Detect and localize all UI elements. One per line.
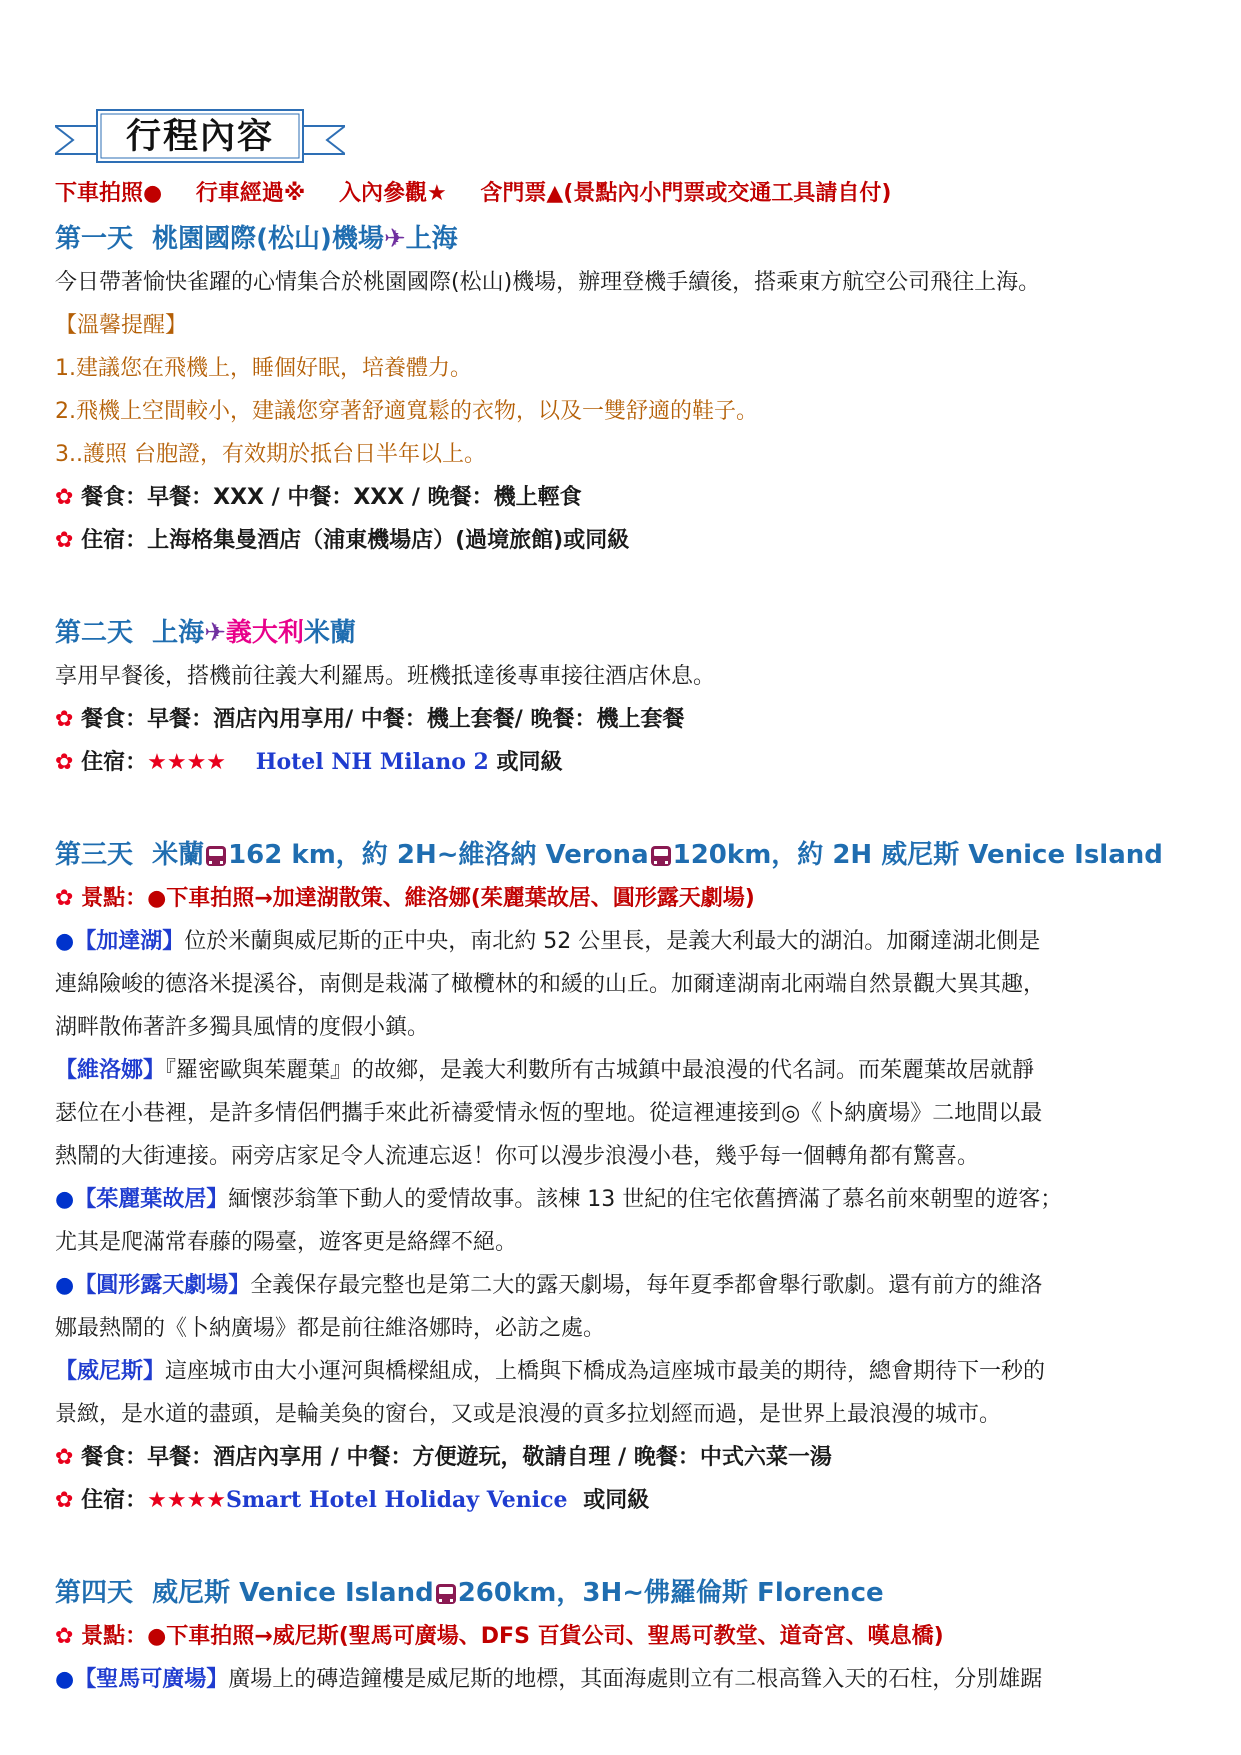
- venice-text-2: 景緻，是水道的盡頭，是輪美奐的窗台，又或是浪漫的貢多拉划經而過，是世界上最浪漫的城市。: [55, 1402, 1002, 1427]
- venice-text-1: 這座城市由大小運河與橋樑組成，上橋與下橋成為這座城市最美的期待，總會期待下一秒的: [165, 1359, 1046, 1384]
- verona-heading: 【維洛娜】: [55, 1058, 166, 1083]
- day3-label: 第三天: [55, 840, 134, 870]
- plane-icon: ✈: [383, 224, 406, 254]
- day3-hotel-name: Smart Hotel Holiday Venice: [226, 1487, 568, 1513]
- flower-icon: ✿: [55, 1488, 74, 1513]
- legend-item-photo: 下車拍照●: [55, 181, 163, 206]
- day4-sights-text: 景點：●下車拍照→威尼斯(聖馬可廣場、DFS 百貨公司、聖馬可教堂、道奇宮、嘆息橋): [81, 1624, 944, 1649]
- bullet-icon: ●: [55, 1187, 75, 1212]
- day3-para-juliet-line1: [55, 1178, 1185, 1221]
- day3-para-garda-line1: [55, 920, 1185, 963]
- verona-text-1: 『羅密歐與茱麗葉』的故鄉，是義大利數所有古城鎮中最浪漫的代名詞。而茱麗葉故居就靜: [165, 1058, 1035, 1083]
- day3-para-verona-line1: [55, 1049, 1185, 1092]
- day1-route-from: 桃園國際(松山)機場: [152, 224, 384, 254]
- plane-icon: ✈: [204, 618, 226, 648]
- bullet-icon: ●: [55, 1667, 75, 1692]
- day2-route-mid: 義大利: [225, 618, 304, 648]
- day2-label: 第二天: [55, 618, 134, 648]
- day3-lodging-suffix: 或同級: [583, 1488, 650, 1513]
- san-marco-text-1: 廣場上的磚造鐘樓是威尼斯的地標，其面海處則立有二根高聳入天的石柱，分別雄踞: [228, 1667, 1043, 1692]
- flower-icon: ✿: [55, 1445, 74, 1470]
- legend-item-ticket: 含門票▲(景點內小門票或交通工具請自付): [480, 181, 892, 206]
- garda-heading: 【加達湖】: [74, 929, 185, 954]
- day1-label: 第一天: [55, 224, 134, 254]
- day2-meal: [55, 698, 1185, 741]
- day2-lodging-suffix: 或同級: [496, 750, 563, 775]
- day2-desc: 享用早餐後，搭機前往義大利羅馬。班機抵達後專車接往酒店休息。: [55, 664, 716, 689]
- bus-icon: [436, 1584, 456, 1604]
- day3-lodging-prefix: 住宿：: [81, 1488, 148, 1513]
- day3-route-b: 162 km，約 2H~維洛納 Verona: [228, 840, 649, 870]
- day1-reminder-3: 3..護照 台胞證，有效期於抵台日半年以上。: [55, 442, 486, 467]
- legend-item-visit: 入內參觀★: [338, 181, 447, 206]
- day1-meal: [55, 476, 1185, 519]
- legend-item-pass: 行車經過※: [195, 181, 306, 206]
- arena-text-1: 全義保存最完整也是第二大的露天劇場，每年夏季都會舉行歌劇。還有前方的維洛: [250, 1273, 1043, 1298]
- star-rating: ★★★★: [147, 750, 227, 775]
- title-banner: [55, 104, 345, 170]
- bus-icon: [651, 846, 671, 866]
- juliet-heading: 【茱麗葉故居】: [74, 1187, 229, 1212]
- legend: [55, 176, 917, 207]
- day3-meal-text: 餐食：早餐：酒店內享用 / 中餐：方便遊玩，敬請自理 / 晚餐：中式六菜一湯: [81, 1445, 832, 1470]
- day4-sights: [55, 1615, 1185, 1658]
- day1-lodging: [55, 519, 1185, 562]
- flower-icon: ✿: [55, 485, 74, 510]
- day2-route-to: 米蘭: [303, 618, 356, 648]
- juliet-text-1: 緬懷莎翁筆下動人的愛情故事。該棟 13 世紀的住宅依舊擠滿了慕名前來朝聖的遊客；: [228, 1187, 1063, 1212]
- day3-route-a: 米蘭: [152, 840, 205, 870]
- flower-icon: ✿: [55, 1624, 74, 1649]
- venice-heading: 【威尼斯】: [55, 1359, 166, 1384]
- day1-reminder-2: 2.飛機上空間較小，建議您穿著舒適寬鬆的衣物，以及一雙舒適的鞋子。: [55, 399, 758, 424]
- garda-text-1: 位於米蘭與威尼斯的正中央，南北約 52 公里長，是義大利最大的湖泊。加爾達湖北側是: [184, 929, 1041, 954]
- bullet-icon: ●: [55, 929, 75, 954]
- day3-meal: [55, 1436, 1185, 1479]
- page-title: 行程內容: [125, 117, 274, 157]
- day4-para-line1: [55, 1658, 1185, 1701]
- day2-lodging-prefix: 住宿：: [81, 750, 148, 775]
- bullet-icon: ●: [55, 1273, 75, 1298]
- day1-reminder-1: 1.建議您在飛機上，睡個好眠，培養體力。: [55, 356, 472, 381]
- day3-sights-text: 景點：●下車拍照→加達湖散策、維洛娜(茱麗葉故居、圓形露天劇場): [81, 886, 755, 911]
- day2-lodging: [55, 741, 1185, 784]
- verona-text-2: 瑟位在小巷裡，是許多情侶們攜手來此祈禱愛情永恆的聖地。從這裡連接到◎《卜納廣場》二地間以最: [55, 1101, 1043, 1126]
- star-rating: ★★★★: [147, 1488, 227, 1513]
- day3-para-arena-line1: [55, 1264, 1185, 1307]
- day1-lodging-text: 住宿：上海格集曼酒店（浦東機場店）(過境旅館)或同級: [81, 528, 630, 553]
- day3-para-venice-line1: [55, 1350, 1185, 1393]
- flower-icon: ✿: [55, 886, 74, 911]
- day4-title: [55, 1572, 1185, 1615]
- day2-title: [55, 612, 1185, 655]
- day2-hotel-name: Hotel NH Milano 2: [255, 749, 489, 775]
- garda-text-2: 連綿險峻的德洛米提溪谷，南側是栽滿了橄欖林的和緩的山丘。加爾達湖南北兩端自然景觀大異其趣，: [55, 972, 1046, 997]
- day4-route-b: 260km，3H~佛羅倫斯 Florence: [457, 1578, 884, 1608]
- day4-route-a: 威尼斯 Venice Island: [152, 1578, 434, 1608]
- day1-reminder-title: 【溫馨提醒】: [55, 313, 188, 338]
- juliet-text-2: 尤其是爬滿常春藤的陽臺，遊客更是絡繹不絕。: [55, 1230, 518, 1255]
- day1-desc: 今日帶著愉快雀躍的心情集合於桃園國際(松山)機場，辦理登機手續後，搭乘東方航空公司飛往上海。: [55, 270, 1041, 295]
- garda-text-3: 湖畔散佈著許多獨具風情的度假小鎮。: [55, 1015, 430, 1040]
- verona-text-3: 熱鬧的大街連接。兩旁店家足令人流連忘返！你可以漫步浪漫小巷，幾乎每一個轉角都有驚喜。: [55, 1144, 980, 1169]
- day1-route-to: 上海: [405, 224, 458, 254]
- day3-route-c: 120km，約 2H 威尼斯 Venice Island: [672, 840, 1163, 870]
- bus-icon: [206, 846, 226, 866]
- day2-route-from: 上海: [152, 618, 205, 648]
- flower-icon: ✿: [55, 528, 74, 553]
- day1-title: [55, 218, 1185, 261]
- day2-meal-text: 餐食：早餐：酒店內用享用/ 中餐：機上套餐/ 晚餐：機上套餐: [81, 707, 685, 732]
- arena-heading: 【圓形露天劇場】: [74, 1273, 251, 1298]
- flower-icon: ✿: [55, 750, 74, 775]
- san-marco-heading: 【聖馬可廣場】: [74, 1667, 229, 1692]
- day3-title: [55, 834, 1185, 877]
- day4-label: 第四天: [55, 1578, 134, 1608]
- day1-meal-text: 餐食：早餐：XXX / 中餐：XXX / 晚餐：機上輕食: [81, 485, 582, 510]
- arena-text-2: 娜最熱鬧的《卜納廣場》都是前往維洛娜時，必訪之處。: [55, 1316, 606, 1341]
- flower-icon: ✿: [55, 707, 74, 732]
- day3-lodging: [55, 1479, 1185, 1522]
- day3-sights: [55, 877, 1185, 920]
